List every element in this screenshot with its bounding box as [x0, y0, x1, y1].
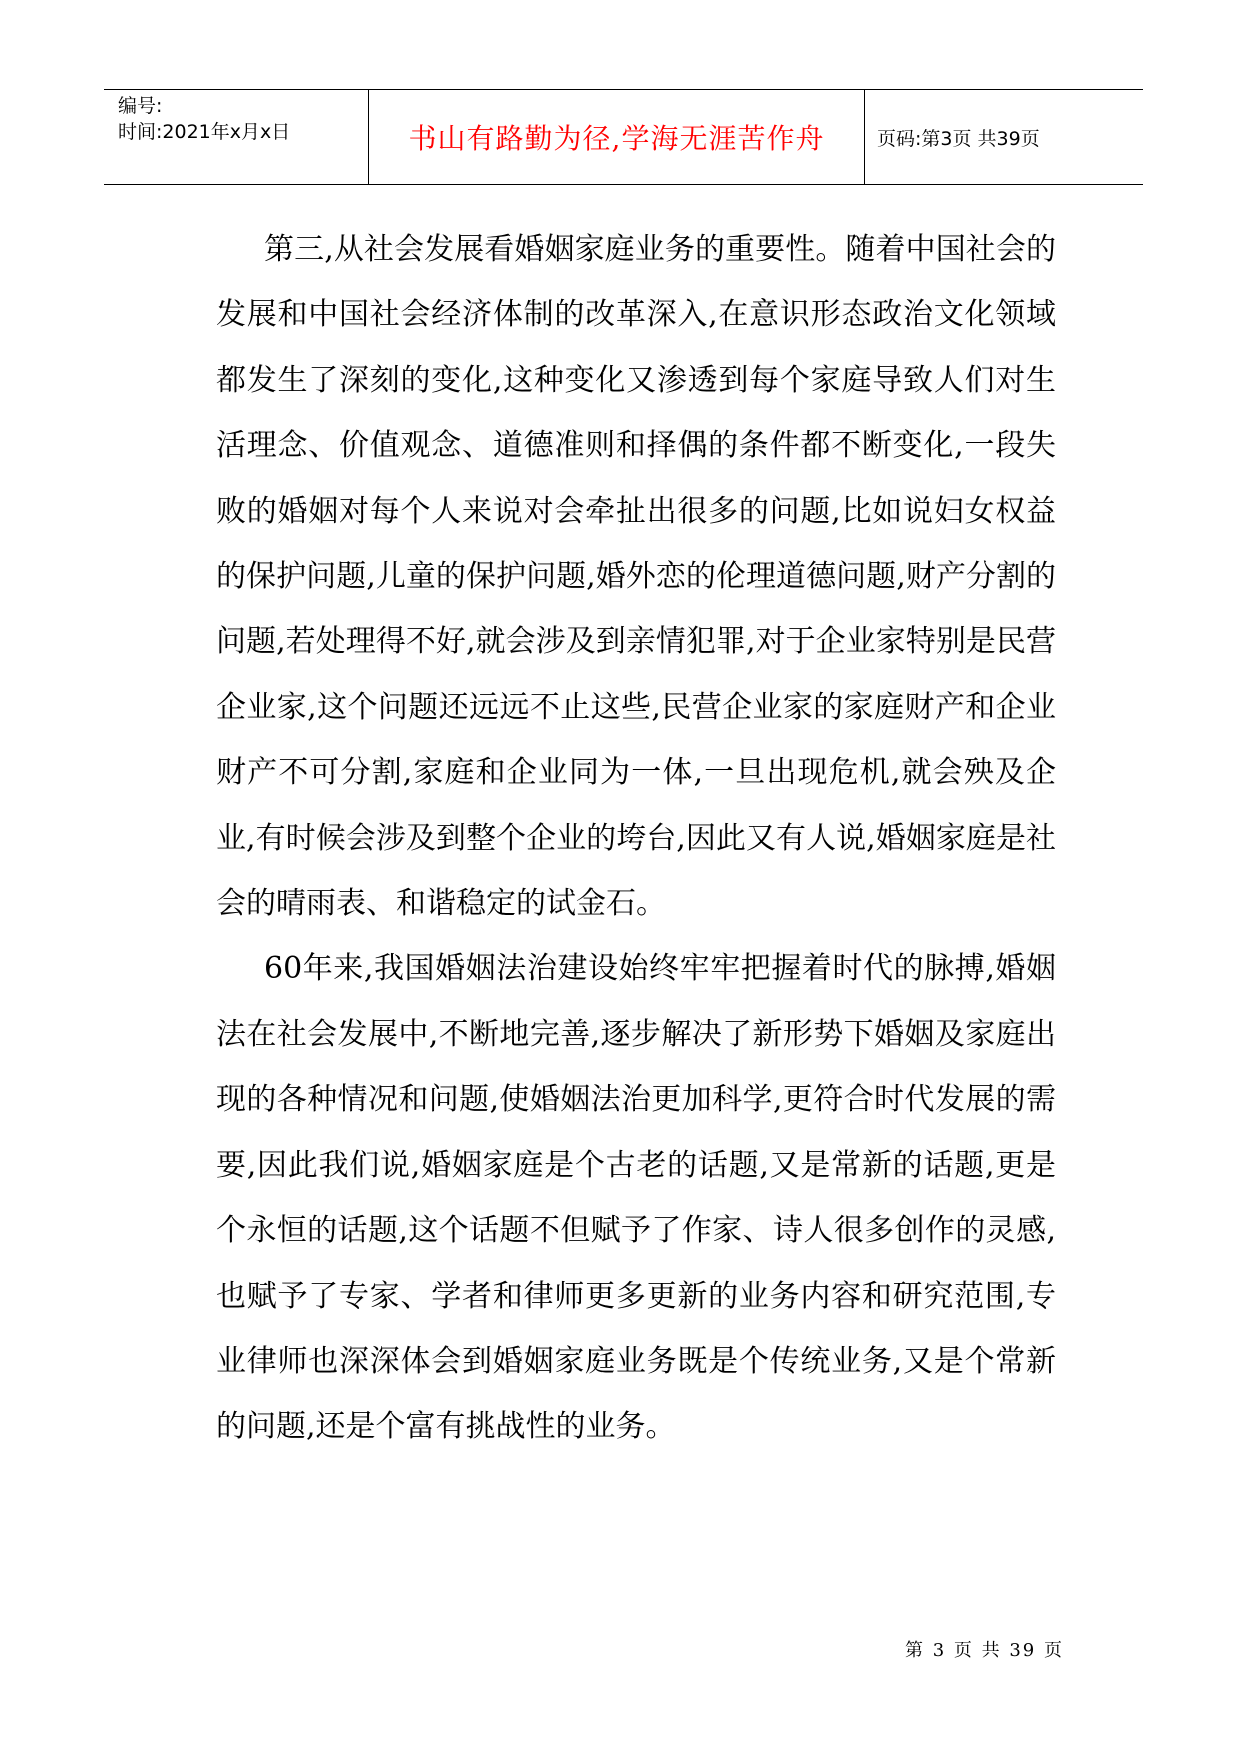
body-paragraph: 第三,从社会发展看婚姻家庭业务的重要性。随着中国社会的发展和中国社会经济体制的改革深入,在意识形态政治文化领域都发生了深刻的变化,这种变化又渗透到每个家庭导致人们对生活理念、价值观念、道德准则和择偶的条件都不断变化,一段失败的婚姻对每个人来说对会牵扯出很多的问题,比如说妇女权益的保护问题,儿童的保护问题,婚外恋的伦理道德问题,财产分割的问题,若处理得不好,就会涉及到亲情犯罪,对于企业家特别是民营企业家,这个问题还远远不止这些,民营企业家的家庭财产和企业财产不可分割,家庭和企业同为一体,一旦出现危机,就会殃及企业,有时候会涉及到整个企业的垮台,因此又有人说,婚姻家庭是社会的晴雨表、和谐稳定的试金石。 — [216, 232, 1056, 922]
document-body — [216, 217, 1056, 1460]
header-motto: 书山有路勤为径,学海无涯苦作舟 — [408, 122, 825, 155]
body-paragraph: 60年来,我国婚姻法治建设始终牢牢把握着时代的脉搏,婚姻法在社会发展中,不断地完善,逐步解决了新形势下婚姻及家庭出现的各种情况和问题,使婚姻法治更加科学,更符合时代发展的需要,因此我们说,婚姻家庭是个古老的话题,又是常新的话题,更是个永恒的话题,这个话题不但赋予了作家、诗人很多创作的灵感,也赋予了专家、学者和律师更多更新的业务内容和研究范围,专业律师也深深体会到婚姻家庭业务既是个传统业务,又是个常新的问题,还是个富有挑战性的业务。 — [216, 951, 1056, 1445]
page-footer: 第 3 页 共 39 页 — [905, 1640, 1064, 1661]
header-page-cell — [865, 90, 1143, 184]
header-info-cell — [104, 90, 369, 184]
page-header — [104, 89, 1143, 185]
document-number-label: 编号: — [118, 95, 163, 117]
header-page-code: 页码:第3页 共39页 — [877, 127, 1040, 150]
document-time-label: 时间:2021年x月x日 — [118, 121, 291, 143]
header-motto-cell — [369, 90, 865, 184]
